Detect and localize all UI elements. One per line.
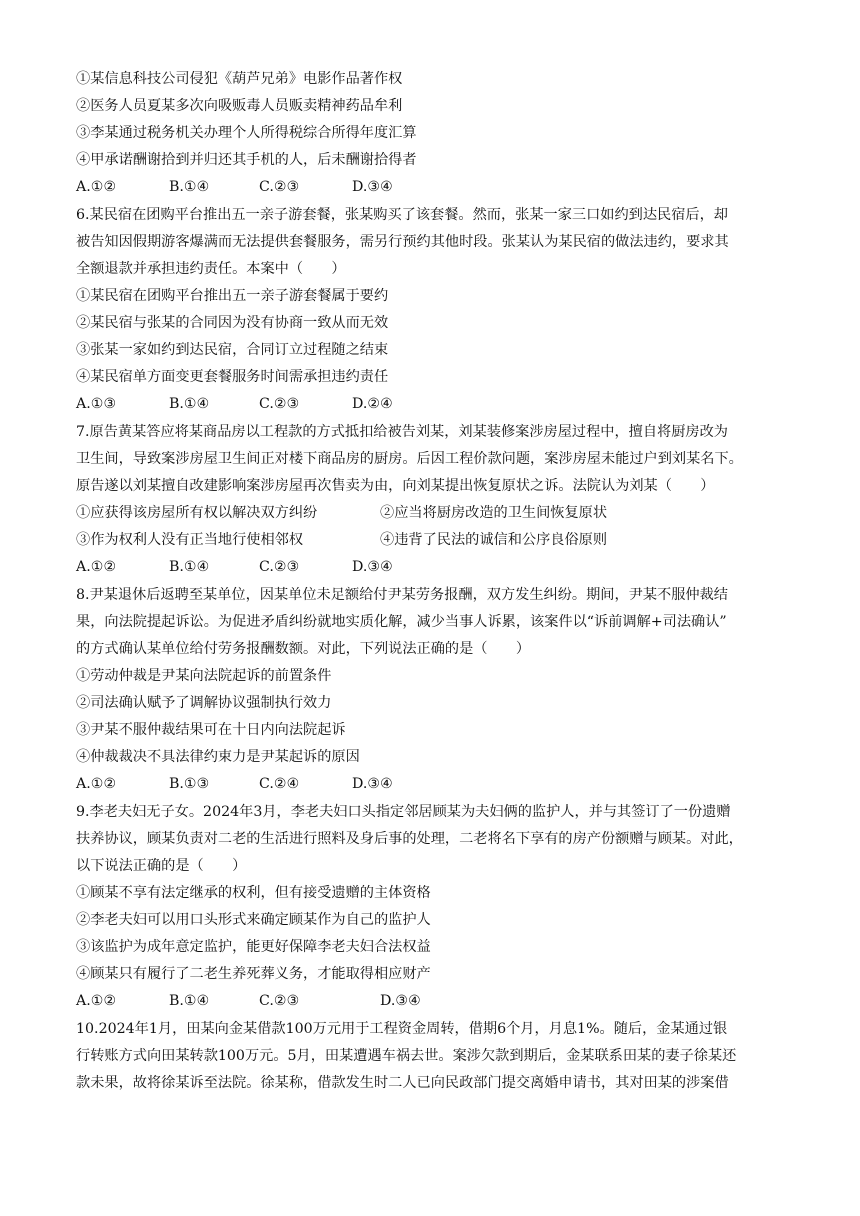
q6-item-1: ①某民宿在团购平台推出五一亲子游套餐属于要约 — [76, 288, 389, 304]
q6-stem-3: 全额退款并承担违约责任。本案中（ ） — [76, 261, 346, 277]
q7-stem-2: 卫生间，导致案涉房屋卫生间正对楼下商品房的厨房。后因工程价款问题，案涉房屋未能过户到刘某名下。 — [76, 451, 743, 467]
q7-option-a: A.①② — [76, 559, 117, 575]
q7-option-d: D.③④ — [352, 559, 393, 575]
q7-item-1: ①应获得该房屋所有权以解决双方纠纷 — [76, 505, 318, 521]
q6-option-b: B.①④ — [169, 396, 210, 412]
q6-item-3: ③张某一家如约到达民宿，合同订立过程随之结束 — [76, 342, 389, 358]
q7-option-c: C.②③ — [259, 559, 300, 575]
q5-item-4: ④甲承诺酬谢拾到并归还其手机的人，后未酬谢拾得者 — [76, 152, 417, 168]
q8-option-b: B.①③ — [169, 776, 210, 792]
q5-item-1: ①某信息科技公司侵犯《葫芦兄弟》电影作品著作权 — [76, 71, 403, 87]
q8-option-d: D.③④ — [352, 776, 393, 792]
q7-option-b: B.①④ — [169, 559, 210, 575]
q7-stem-1: 7.原告黄某答应将某商品房以工程款的方式抵扣给被告刘某，刘某装修案涉房屋过程中，擅自将厨房改为 — [76, 424, 728, 440]
q9-stem-2: 扶养协议，顾某负责对二老的生活进行照料及身后事的处理，二老将名下享有的房产份额赠与顾某。对此， — [76, 831, 743, 847]
q10-stem-3: 款未果，故将徐某诉至法院。徐某称，借款发生时二人已向民政部门提交离婚申请书，其对田某的涉案借 — [76, 1075, 729, 1091]
q6-option-a: A.①③ — [76, 396, 117, 412]
q7-item-2: ②应当将厨房改造的卫生间恢复原状 — [380, 505, 608, 521]
q6-item-4: ④某民宿单方面变更套餐服务时间需承担违约责任 — [76, 369, 389, 385]
q8-stem-2: 果，向法院提起诉讼。为促进矛盾纠纷就地实质化解，减少当事人诉累，该案件以“诉前调解+司法确认” — [76, 614, 727, 630]
q9-item-2: ②李老夫妇可以用口头形式来确定顾某作为自己的监护人 — [76, 912, 431, 928]
q9-item-3: ③该监护为成年意定监护，能更好保障李老夫妇合法权益 — [76, 939, 431, 955]
q8-option-a: A.①② — [76, 776, 117, 792]
q6-stem-1: 6.某民宿在团购平台推出五一亲子游套餐，张某购买了该套餐。然而，张某一家三口如约到达民宿后，却 — [76, 207, 728, 223]
q5-item-3: ③李某通过税务机关办理个人所得税综合所得年度汇算 — [76, 125, 417, 141]
q8-item-3: ③尹某不服仲裁结果可在十日内向法院起诉 — [76, 722, 346, 738]
q8-stem-1: 8.尹某退休后返聘至某单位，因某单位未足额给付尹某劳务报酬，双方发生纠纷。期间，尹某不服仲裁结 — [76, 587, 728, 603]
q5-item-2: ②医务人员夏某多次向吸贩毒人员贩卖精神药品牟利 — [76, 98, 403, 114]
q6-item-2: ②某民宿与张某的合同因为没有协商一致从而无效 — [76, 315, 389, 331]
q9-option-a: A.①② — [76, 993, 117, 1009]
q9-option-c: C.②③ — [259, 993, 300, 1009]
q8-option-c: C.②④ — [259, 776, 300, 792]
q9-item-4: ④顾某只有履行了二老生养死葬义务，才能取得相应财产 — [76, 966, 431, 982]
q10-stem-1: 10.2024年1月，田某向金某借款100万元用于工程资金周转，借期6个月，月息1%。随后，金某通过银 — [76, 1021, 728, 1037]
q6-option-d: D.②④ — [352, 396, 393, 412]
q5-option-c: C.②③ — [259, 179, 300, 195]
q6-stem-2: 被告知因假期游客爆满而无法提供套餐服务，需另行预约其他时段。张某认为某民宿的做法违约，要求其 — [76, 234, 729, 250]
q8-item-2: ②司法确认赋予了调解协议强制执行效力 — [76, 695, 332, 711]
q8-item-4: ④仲裁裁决不具法律约束力是尹某起诉的原因 — [76, 749, 360, 765]
q9-item-1: ①顾某不享有法定继承的权利，但有接受遗赠的主体资格 — [76, 885, 431, 901]
q9-option-b: B.①④ — [169, 993, 210, 1009]
q9-stem-3: 以下说法正确的是（ ） — [76, 858, 247, 874]
q8-item-1: ①劳动仲裁是尹某向法院起诉的前置条件 — [76, 668, 332, 684]
q7-stem-3: 原告遂以刘某擅自改建影响案涉房屋再次售卖为由，向刘某提出恢复原状之诉。法院认为刘某（ ） — [76, 478, 715, 494]
q5-option-d: D.③④ — [352, 179, 393, 195]
q5-option-b: B.①④ — [169, 179, 210, 195]
q9-option-d: D.③④ — [380, 993, 421, 1009]
q6-option-c: C.②③ — [259, 396, 300, 412]
q5-option-a: A.①② — [76, 179, 117, 195]
q10-stem-2: 行转账方式向田某转款100万元。5月，田某遭遇车祸去世。案涉欠款到期后，金某联系田某的妻子徐某还 — [76, 1048, 737, 1064]
q7-item-3: ③作为权利人没有正当地行使相邻权 — [76, 532, 304, 548]
q9-stem-1: 9.李老夫妇无子女。2024年3月，李老夫妇口头指定邻居顾某为夫妇俩的监护人，并与其签订了一份遗赠 — [76, 804, 731, 820]
q7-item-4: ④违背了民法的诚信和公序良俗原则 — [380, 532, 608, 548]
q8-stem-3: 的方式确认某单位给付劳务报酬数额。对此，下列说法正确的是（ ） — [76, 641, 531, 657]
